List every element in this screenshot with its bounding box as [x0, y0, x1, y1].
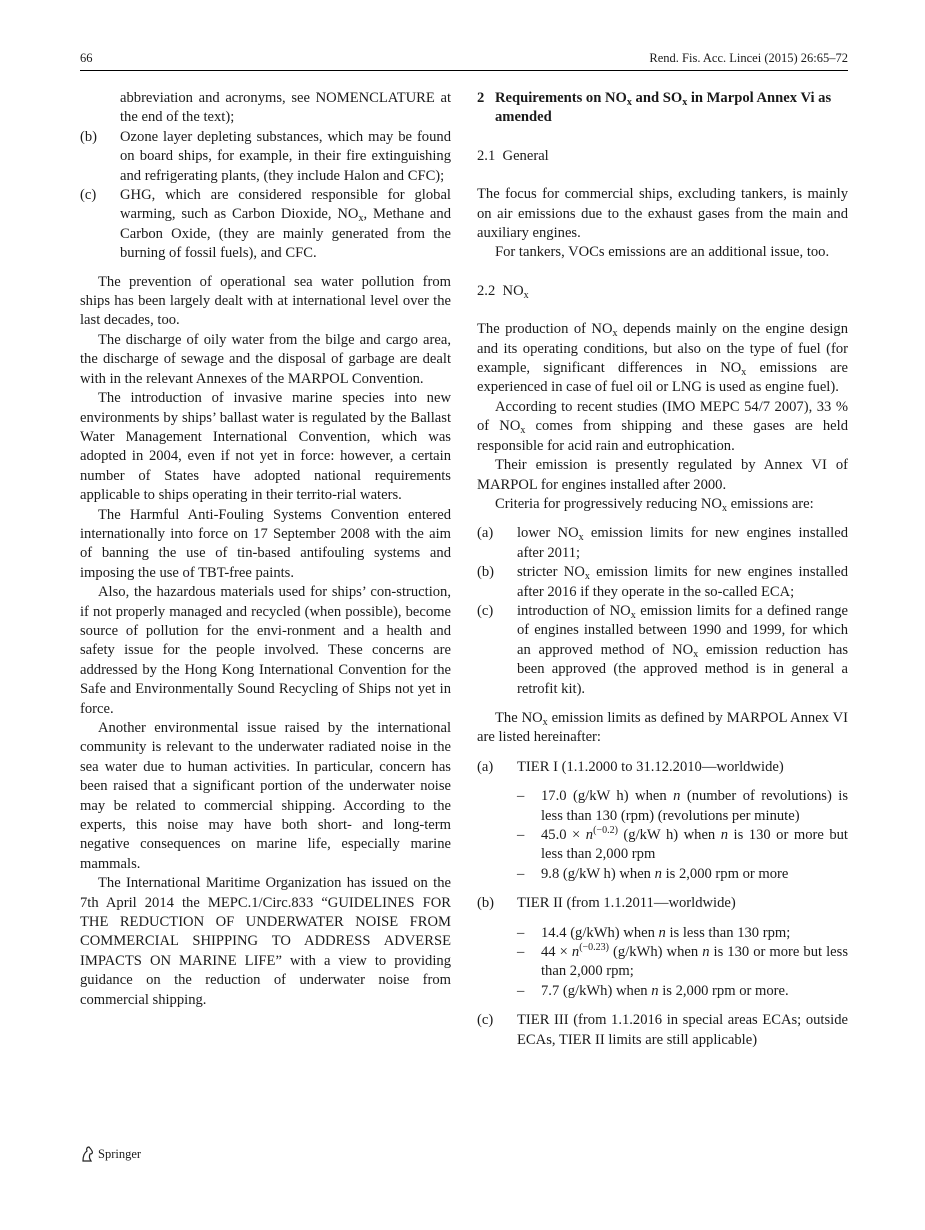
- tier-3-item: (c) TIER III (from 1.1.2016 in special areas ECAs; outside ECAs, TIER II limits are still applicable): [477, 1012, 848, 1048]
- paragraph: The production of $NO_x$ depends mainly on the engine design and its operating conditions, but also on the type of fuel (for example, significant differences in $NO_x$ emissions are experienced in case of fuel oil or LNG is used as engine fuel).: [477, 321, 848, 396]
- tier-2-limits: [477, 924, 848, 1002]
- paragraph: The International Maritime Organization has issued on the 7th April 2014 the MEPC.1/Circ.833 “GUIDELINES FOR THE REDUCTION OF UNDERWATER NOISE FROM COMMERCIAL SHIPPING TO ADDRESS ADVERSE IMPACTS ON MARINE LIFE” with a view to providing guidance on the reduction of underwater noise from commercial shipping.: [80, 875, 451, 1008]
- criteria-list: [477, 524, 848, 699]
- paragraph: The introduction of invasive marine species into new environments by ships’ ballast water is regulated by the Ballast Water Management International Convention, which was adopted in 2004, even if not yet in force: however, a certain number of States have adopted national requirements applicable to ships operating in their territo-rial waters.: [80, 390, 451, 504]
- journal-citation: Rend. Fis. Acc. Lincei (2015) 26:65–72: [649, 51, 848, 65]
- list-item-c: (c) GHG, which are considered responsible for global warming, such as Carbon Dioxide, $NO_x$, Methane and Carbon Oxide, (they are mainly generated from the burning of fossil fuels), and CFC.: [80, 187, 451, 262]
- section-heading-2: 2 Requirements on $NO_x$ and $SO_x$ in Marpol Annex Vi as amended: [477, 90, 832, 126]
- tier-2-item: (b) TIER II (from 1.1.2011—worldwide): [477, 895, 736, 912]
- subsection-heading-2-2: 2.2 $NO_x$: [477, 282, 529, 301]
- limit-item: – $44 \times n^{(-0.23)}$ (g/kWh) when n is 130 or more but less than 2,000 rpm;: [517, 942, 849, 980]
- left-column: [80, 89, 451, 1010]
- limit-item: – 14.4 (g/kWh) when n is less than 130 rpm;: [517, 924, 791, 941]
- paragraph: Another environmental issue raised by the international community is relevant to the underwater radiated noise in the sea water due to human activities. In particular, concern has been raised that a significant portion of the underwater noise may be related to commercial shipping. According to the experts, this noise may have both short- and long-term negative consequences on marine life, especially marine mammals.: [80, 720, 451, 872]
- paragraph: The focus for commercial ships, excluding tankers, is mainly on air emissions due to the exhaust gases from the main and auxiliary engines.: [477, 186, 848, 242]
- paragraph: Also, the hazardous materials used for ships’ con-struction, if not properly managed and recycled (when possible), become source of pollution for the envi-ronment and a health and safety issue for the people involved. These concerns are addressed by the Hong Kong International Convention for the Safe and Environmentally Sound Recycling of Ships not yet in force.: [80, 584, 451, 717]
- list-item-c: (c) introduction of $NO_x$ emission limits for a defined range of engines installed between 1990 and 1999, for which an approved method of $NO_x$ emission reduction has been approved (the approved method is in general a retrofit kit).: [477, 602, 848, 697]
- paragraph: According to recent studies (IMO MEPC 54/7 2007), 33 % of $NO_x$ comes from shipping and these gases are held responsible for acid rain and eutrophication.: [477, 398, 848, 454]
- paragraph: Their emission is presently regulated by Annex VI of MARPOL for engines installed after 2000.: [477, 457, 848, 493]
- publisher-footer: [80, 1146, 141, 1162]
- limit-item: – 9.8 (g/kW h) when n is 2,000 rpm or more: [517, 865, 789, 882]
- tier-list: [477, 758, 848, 777]
- limit-item: – 17.0 (g/kW h) when n (number of revolutions) is less than 130 (rpm) (revolutions per minute): [517, 788, 849, 824]
- paragraph: For tankers, VOCs emissions are an additional issue, too.: [495, 244, 830, 261]
- paragraph: The Harmful Anti-Fouling Systems Convention entered internationally into force on 17 September 2008 with the aim of banning the use of tin-based antifouling systems and imposing the use of TBT-free paints.: [80, 506, 451, 581]
- header-rule: [80, 70, 848, 71]
- paragraph: The prevention of operational sea water pollution from ships has been largely dealt with at international level over the last decades, too.: [80, 273, 451, 329]
- limit-item: – 7.7 (g/kWh) when n is 2,000 rpm or more.: [517, 982, 789, 999]
- limit-item: – $45.0 \times n^{(-0.2)}$ (g/kW h) when n is 130 or more but less than 2,000 rpm: [517, 825, 848, 863]
- pollutant-list: [80, 128, 451, 264]
- paragraph: The $NO_x$ emission limits as defined by MARPOL Annex VI are listed hereinafter:: [477, 709, 848, 746]
- paragraph: Criteria for progressively reducing $NO_x$ emissions are:: [495, 495, 814, 514]
- tier-1-limits: [477, 787, 848, 884]
- springer-horse-icon: [80, 1146, 95, 1162]
- list-continuation: abbreviation and acronyms, see NOMENCLATURE at the end of the text);: [120, 90, 451, 126]
- list-item-a: (a) lower $NO_x$ emission limits for new engines installed after 2011;: [477, 525, 848, 561]
- publisher-name: Springer: [98, 1147, 142, 1161]
- right-column: [477, 89, 848, 1050]
- paragraph: The discharge of oily water from the bilge and cargo area, the discharge of sewage and the disposal of garbage are dealt with in the relevant Annexes of the MARPOL Convention.: [80, 331, 451, 387]
- subsection-heading-2-1: 2.1 General: [477, 147, 549, 164]
- page-number: 66: [80, 51, 93, 65]
- list-item-b: (b) stricter $NO_x$ emission limits for new engines installed after 2016 if they operate in the so-called ECA;: [477, 564, 848, 600]
- list-item-b: (b) Ozone layer depleting substances, which may be found on board ships, for example, in their fire extinguishing and refrigerating plants, (they include Halon and CFC);: [80, 128, 451, 184]
- tier-1-item: (a) TIER I (1.1.2000 to 31.12.2010—worldwide): [477, 758, 784, 775]
